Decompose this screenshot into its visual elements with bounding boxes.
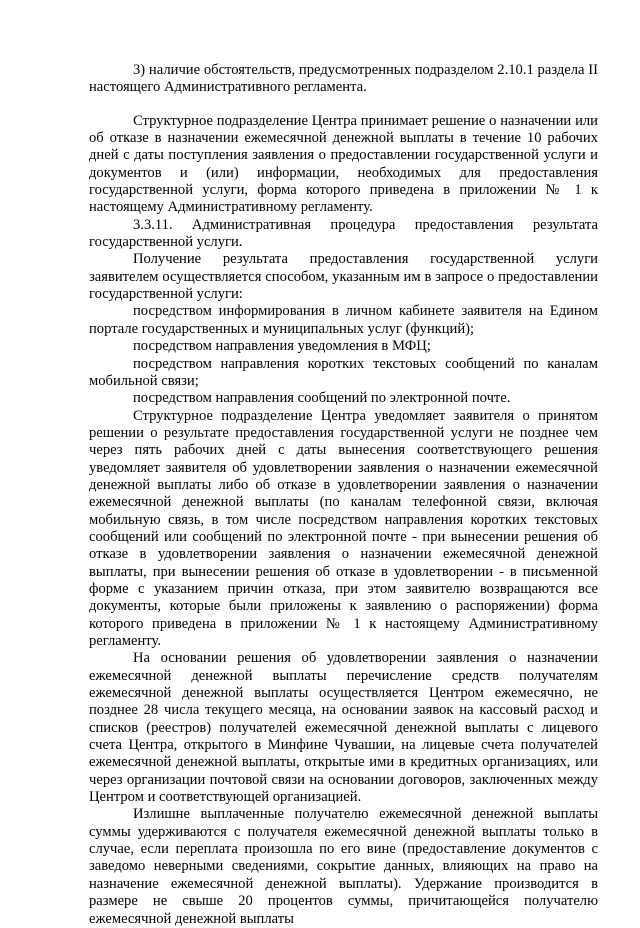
paragraph-method-portal: посредством информирования в личном кабинете заявителя на Едином портале государственных и муниципальных услуг (функций); bbox=[89, 303, 598, 337]
paragraph-payment-transfer: На основании решения об удовлетворении заявления о назначении ежемесячной денежной выплаты перечисление средств получателям ежемесячной денежной выплаты осуществляется Центром ежемесячно, не позднее 28 числа текущего месяца, на основании заявок на кассовый расход и списков (реестров) получателей ежемесячной денежной выплаты с лицевого счета Центра, открытого в Минфине Чувашии, на лицевые счета получателей ежемесячной денежной выплаты, открытые ими в кредитных организациях, или через организации почтовой связи на основании договоров, заключенных между Центром и соответствующей организацией. bbox=[89, 650, 598, 806]
paragraph-decision-term: Структурное подразделение Центра принимает решение о назначении или об отказе в назначении ежемесячной денежной выплаты в течение 10 рабочих дней с даты поступления заявления о предоставлении государственной услуги и документов и (или) информации, необходимых для предоставления государственной услуги, форма которого приведена в приложении № 1 к настоящему Административному регламенту. bbox=[89, 112, 598, 216]
paragraph-result-methods: Получение результата предоставления государственной услуги заявителем осуществляется способом, указанным им в запросе о предоставлении государственной услуги: bbox=[89, 251, 598, 303]
paragraph-method-mfc: посредством направления уведомления в МФЦ; bbox=[133, 338, 431, 355]
paragraph-method-sms: посредством направления коротких текстовых сообщений по каналам мобильной связи; bbox=[89, 355, 598, 389]
paragraph-overpayment: Излишне выплаченные получателю ежемесячной денежной выплаты суммы удерживаются с получателя ежемесячной денежной выплаты только в случае, если переплата произошла по его вине (предоставление документов с заведомо неверными сведениями, сокрытие данных, влияющих на право на назначение ежемесячной денежной выплаты). Удержание производится в размере не свыше 20 процентов суммы, причитающейся получателю ежемесячной денежной выплаты bbox=[89, 806, 598, 927]
paragraph-method-email: посредством направления сообщений по электронной почте. bbox=[133, 390, 511, 407]
paragraph-item-3-grounds: 3) наличие обстоятельств, предусмотренных подразделом 2.10.1 раздела II настоящего Административного регламента. bbox=[89, 62, 598, 96]
paragraph-section-3-3-11: 3.3.11. Административная процедура предоставления результата государственной услуги. bbox=[89, 216, 598, 251]
document-body bbox=[89, 62, 598, 928]
paragraph-notification: Структурное подразделение Центра уведомляет заявителя о принятом решении о результате предоставления государственной услуги не позднее чем через пять рабочих дней с даты вынесения соответствующего решения уведомляет заявителя об удовлетворении заявления о назначении ежемесячной денежной выплаты либо об отказе в удовлетворении заявления о назначении ежемесячной денежной выплаты (по каналам телефонной связи, включая мобильную связь, в том числе посредством направления коротких текстовых сообщений или сообщений по электронной почте - при вынесении решения об отказе в удовлетворении заявления о назначении ежемесячной денежной выплаты, при вынесении решения об отказе в удовлетворении - в письменной форме с указанием причин отказа, при этом заявителю возвращаются все документы, которые были приложены к заявлению о распоряжении) форма которого приведена в приложении № 1 к настоящему Административному регламенту. bbox=[89, 407, 598, 649]
